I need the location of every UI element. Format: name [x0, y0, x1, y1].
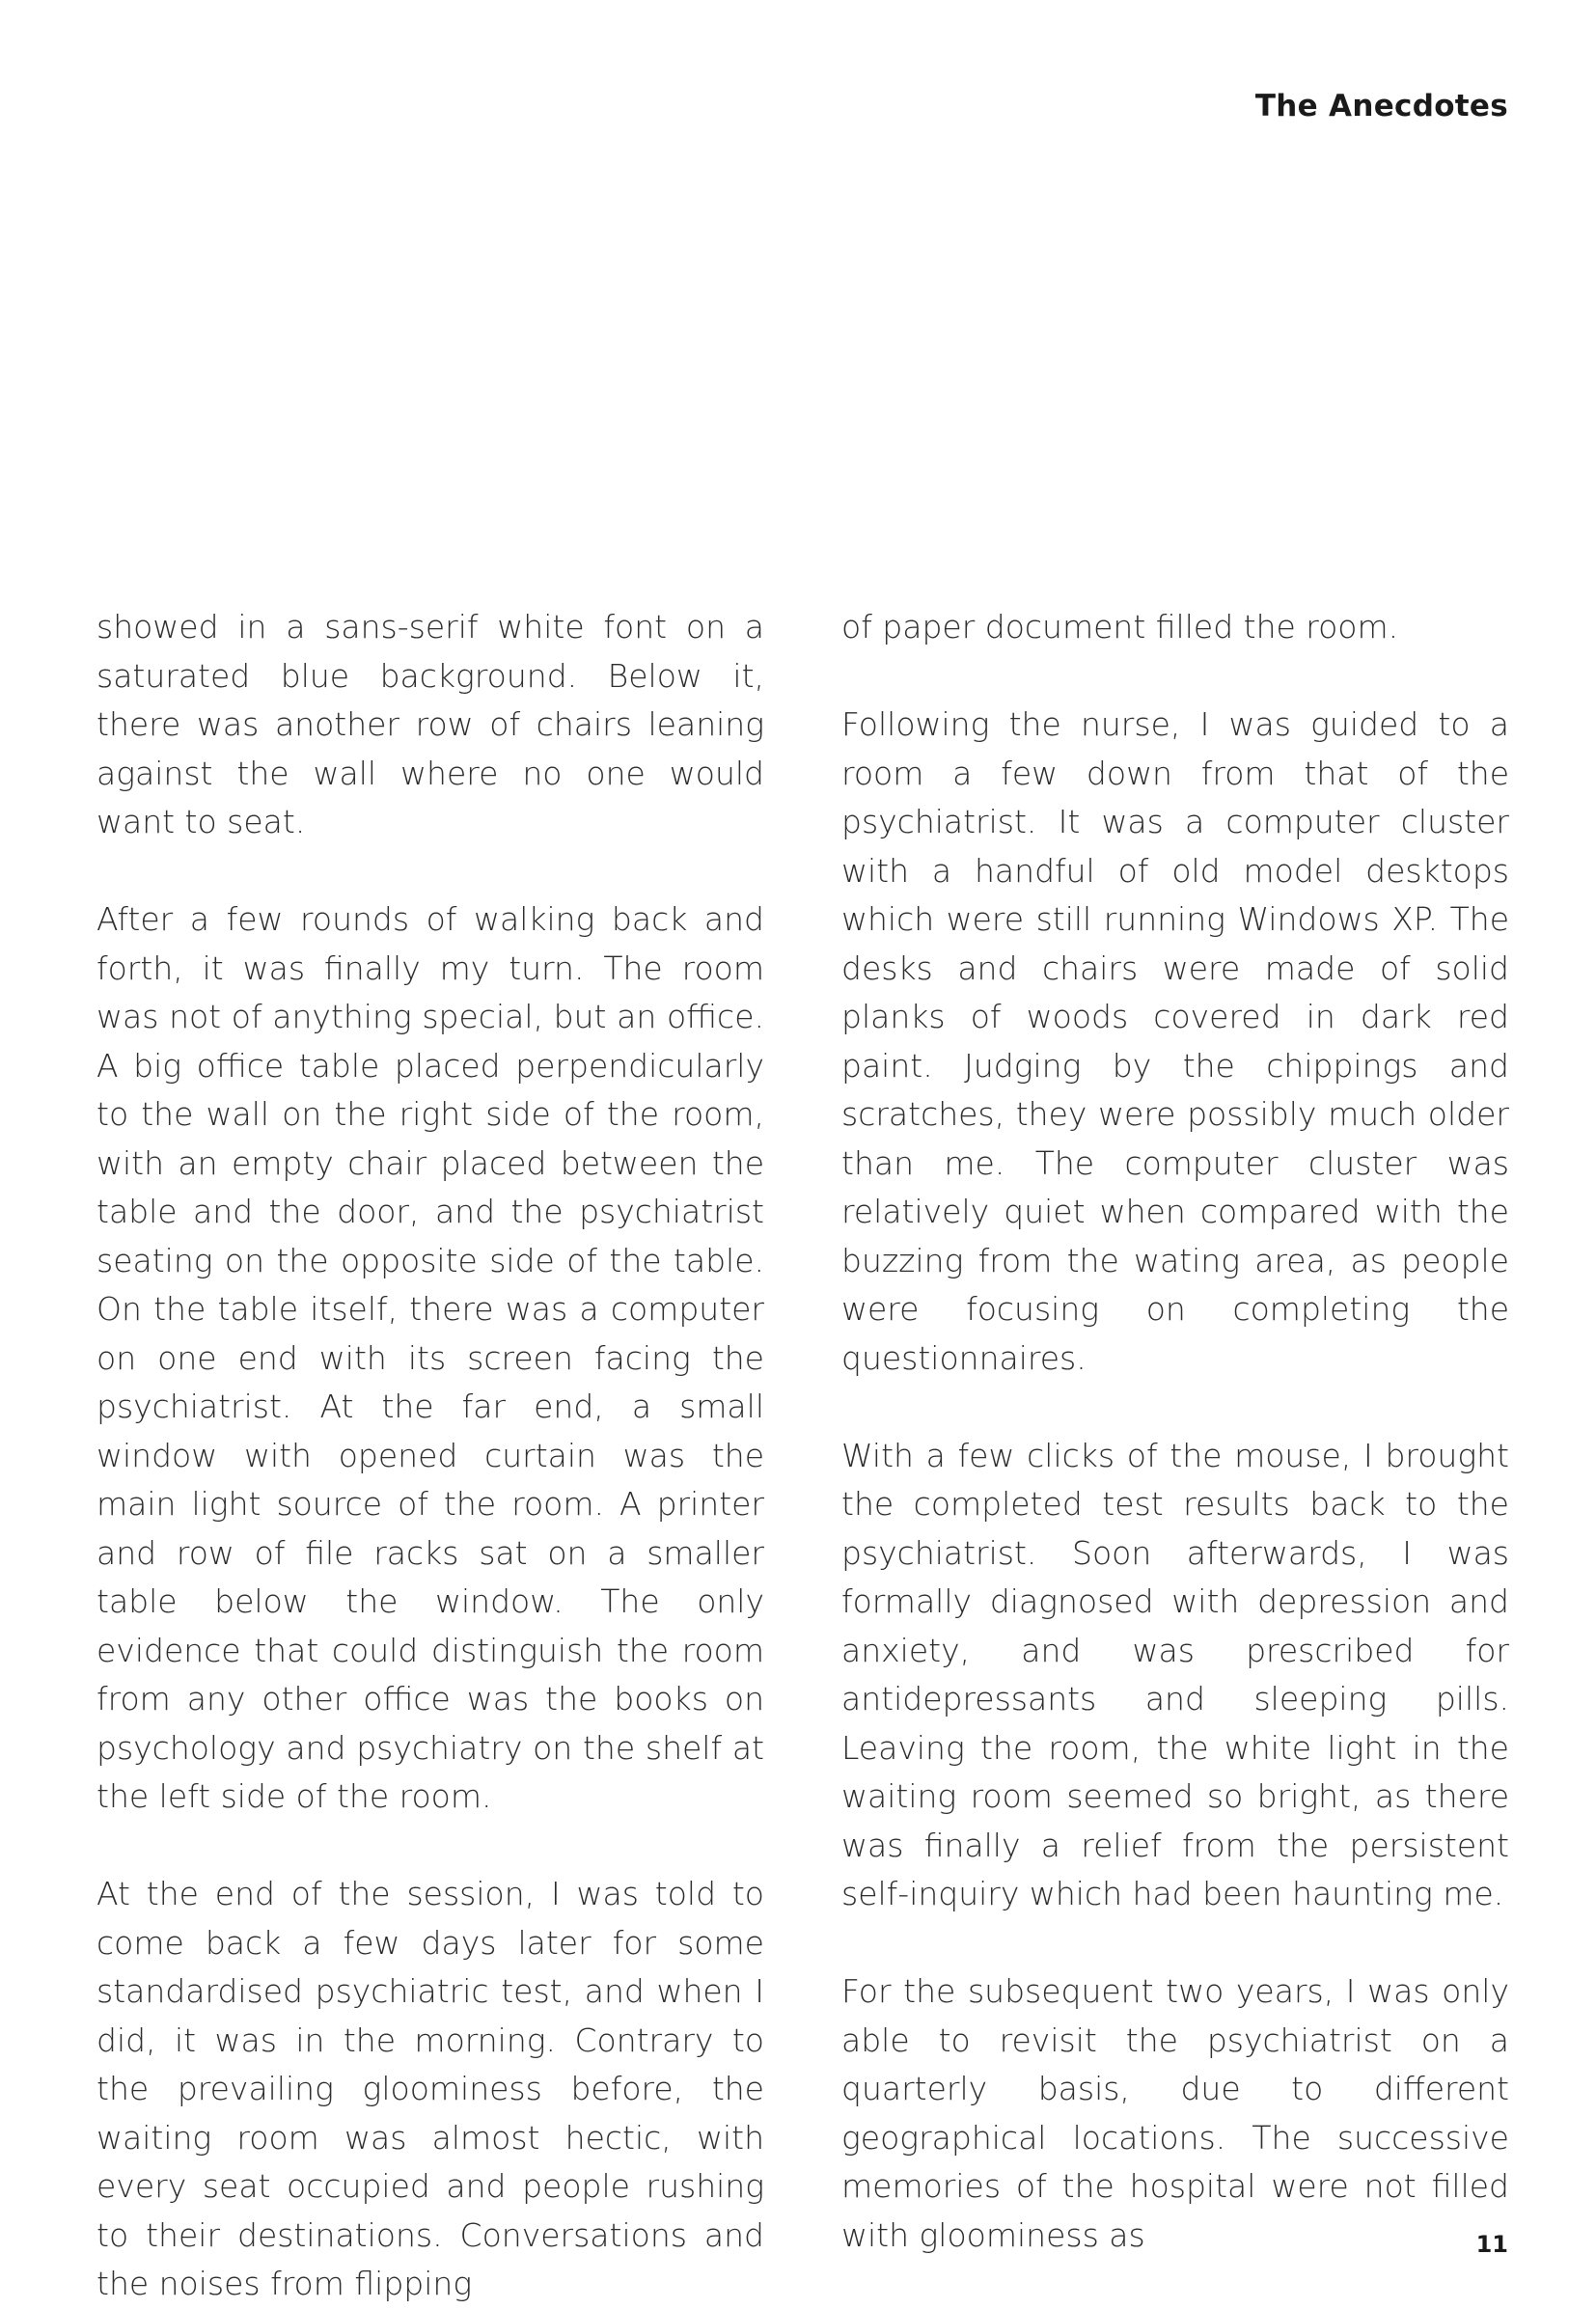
paragraph: showed in a sans-serif white font on a saturated blue background. Below it, there was another row of chairs leaning against the wall where no one would want to seat.: [96, 608, 764, 840]
paragraph: of paper document filled the room.: [841, 608, 1399, 646]
page-number: 11: [1475, 2231, 1508, 2258]
paragraph: For the subsequent two years, I was only able to revisit the psychiatrist on a quarterly basis, due to different geographical locations. The successive memories of the hospital were not filled with gloominess as: [841, 1972, 1509, 2254]
running-header-title: The Anecdotes: [1254, 89, 1508, 124]
left-text-column: [96, 603, 764, 2309]
right-text-column: [841, 603, 1509, 2260]
paragraph: At the end of the session, I was told to come back a few days later for some standardised psychiatric test, and when I did, it was in the morning. Contrary to the prevailing gloominess before, the waiting room was almost hectic, with every seat occupied and people rushing to their destinations. Conversations and the noises from flipping: [96, 1875, 764, 2302]
paragraph: With a few clicks of the mouse, I brought the completed test results back to the psychiatrist. Soon afterwards, I was formally diagnosed with depression and anxiety, and was prescribed for antidepressants and sleeping pills. Leaving the room, the white light in the waiting room seemed so bright, as there was finally a relief from the persistent self-inquiry which had been haunting me.: [841, 1436, 1509, 1912]
paragraph: Following the nurse, I was guided to a room a few down from that of the psychiatrist. It was a computer cluster with a handful of old model desktops which were still running Windows XP. The desks and chairs were made of solid planks of woods covered in dark red paint. Judging by the chippings and scratches, they were possibly much older than me. The computer cluster was relatively quiet when compared with the buzzing from the wating area, as people were focusing on completing the questionnaires.: [841, 705, 1509, 1377]
paragraph: After a few rounds of walking back and forth, it was finally my turn. The room was not of anything special, but an office. A big office table placed perpendicularly to the wall on the right side of the room, with an empty chair placed between the table and the door, and the psychiatrist seating on the opposite side of the table. On the table itself, there was a computer on one end with its screen facing the psychiatrist. At the far end, a small window with opened curtain was the main light source of the room. A printer and row of file racks sat on a smaller table below the window. The only evidence that could distinguish the room from any other office was the books on psychology and psychiatry on the shelf at the left side of the room.: [96, 900, 764, 1815]
